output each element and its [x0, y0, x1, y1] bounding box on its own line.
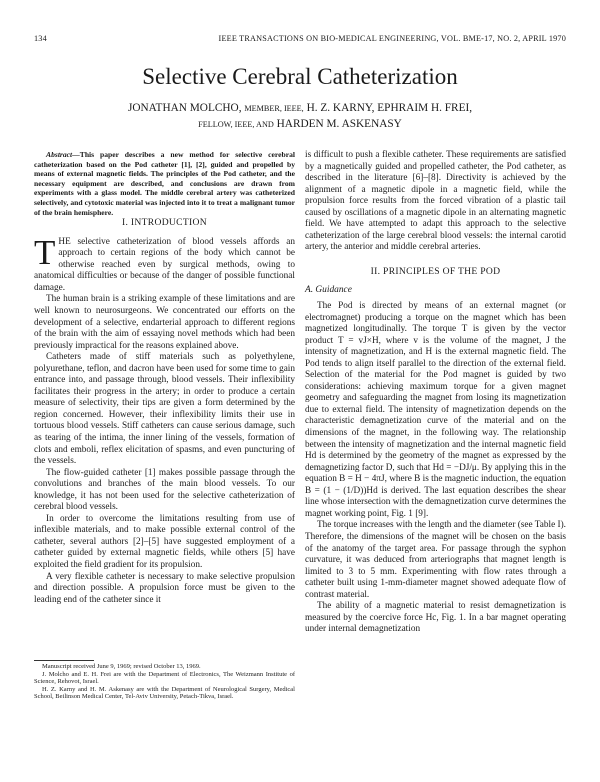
- right-column: [305, 150, 566, 636]
- author-line-2: FELLOW, IEEE, AND HARDEN M. ASKENASY: [198, 117, 402, 130]
- section-heading-introduction: I. INTRODUCTION: [122, 217, 207, 229]
- intro-paragraph-1: THE selective catheterization of blood vessels affords an approach to certain regions of the body which cannot be otherwise reached even by surgical methods, owing to anatomical difficulties or because of the danger of possible functional damage.: [34, 232, 295, 293]
- page-number: 134: [34, 34, 47, 43]
- intro-paragraph-2: The human brain is a striking example of these limitations and are well known to neurosurgeons. We concentrated our efforts on the development of a selective, endarterial approach to different regions of the brain with the aim of essaying novel methods which had been previously impractical for the reasons explained above.: [34, 294, 295, 351]
- running-head: IEEE TRANSACTIONS ON BIO-MEDICAL ENGINEERING, VOL. BME-17, NO. 2, APRIL 1970: [218, 34, 566, 43]
- intro-continuation: is difficult to push a flexible catheter. These requirements are satisfied by a magnetically guided and propelled catheter, the Pod catheter, as described in the literature [6]–[8]. Directivity is achieved by the alignment of a magnetic dipole in a magnetic field, while the propulsion force results from the forced vibration of a plastic tail caused by oscillations of a magnetic dipole in an alternating magnetic field. We have attempted to adapt this approach to the selective catheterization of the large cerebral blood vessels: the internal carotid artery, the anterior and middle cerebral arteries.: [305, 150, 566, 253]
- intro-paragraph-6: A very flexible catheter is necessary to make selective propulsion and direction possible. A propulsion force must be given to the leading end of the catheter since it: [34, 571, 295, 605]
- section-heading-principles: II. PRINCIPLES OF THE POD: [370, 265, 501, 277]
- author-block: [0, 101, 600, 132]
- drop-cap: T: [34, 232, 56, 272]
- footnote-affiliation-1: J. Molcho and E. H. Frei are with the Department of Electronics, The Weizmann Institute of Science, Rehovot, Israel.: [34, 670, 295, 686]
- footnote-affiliation-2: H. Z. Karny and H. M. Askenasy are with the Department of Neurological Surgery, Medical School, Beilinson Medical Center, Tel-Aviv University, Petach-Tikva, Israel.: [34, 685, 295, 701]
- paper-title: Selective Cerebral Catheterization: [142, 64, 458, 89]
- intro-paragraph-5: In order to overcome the limitations resulting from use of inflexible materials, and to make possible external control of the catheter, several authors [2]–[5] have suggested employment of a catheter guided by external magnetic fields, while others [5] have exploited the field gradient for its propulsion.: [34, 513, 295, 571]
- left-column: [34, 150, 295, 606]
- intro-paragraph-3: Catheters made of stiff materials such as polyethylene, polyurethane, teflon, and dacron have been used for some time to gain entrance into, and passage through, blood vessels. Their inflexibility facilitates their progress in the artery; in order to produce a certain measure of selectivity, their tips are given a form determined by the region concerned. However, their inflexibility limits their use in tortuous blood vessels. Stiff catheters can cause serious damage, such as tearing of the intima, the inner lining of the vessels, formation of clots and emboli, reflex elicitation of spasms, and even puncturing of the vessels.: [34, 352, 295, 467]
- guidance-paragraph-2: The torque increases with the length and the diameter (see Table I). Therefore, the dimensions of the magnet will be chosen on the basis of the anatomy of the target area. For passage through the syphon curvature, it was deduced from arteriographs that magnet length is limited to 3 to 5 mm. Experimenting with flow rates through a catheter built using 1-mm-diameter magnet showed adequate flow of contrast material.: [305, 520, 566, 600]
- page-header: [34, 34, 566, 46]
- guidance-paragraph-1: The Pod is directed by means of an external magnet (or electromagnet) producing a torque on the magnet which has been magnetized longitudinally. The torque T is given by the vector product T = vJ×H, where v is the volume of the magnet, J the intensity of magnetization, and H is the external magnetic field. The Pod tends to align itself parallel to the direction of the external field. Selection of the material for the Pod magnet is guided by two considerations: achieving maximum torque for a given magnet geometry and safeguarding the magnet from losing its magnetization due to external field. The intensity of magnetization depends on the characteristic demagnetization curve of the material and on the dimensions of the magnet, in the following way. The relationship between the intensity of magnetization and the internal magnetic field Hd is determined by the geometry of the magnet as expressed by the demagnetizing factor D, such that Hd = −DJ/μ. By applying this in the equation B = H − 4πJ, where B is the magnetic induction, the equation B = (1 − (1/D))Hd is derived. The last equation describes the shear line whose intersection with the demagnetization curve determines the magnet working point, Fig. 1 [9].: [305, 301, 566, 519]
- footnote-rule: [34, 660, 94, 661]
- footnote: [34, 660, 295, 701]
- author-line-1: JONATHAN MOLCHO, MEMBER, IEEE, H. Z. KARNY, EPHRAIM H. FREI,: [127, 102, 473, 114]
- subsection-heading-guidance: A. Guidance: [305, 285, 352, 296]
- footnote-received: Manuscript received June 9, 1969; revised October 13, 1969.: [42, 663, 201, 670]
- intro-paragraph-4: The flow-guided catheter [1] makes possible passage through the convolutions and branches of the main blood vessels. To our knowledge, it has not been used for the selective catheterization of cerebral blood vessels.: [34, 467, 295, 513]
- guidance-paragraph-3: The ability of a magnetic material to resist demagnetization is measured by the coercive force Hc, Fig. 1. In a bar magnet operating under internal demagnetization: [305, 601, 566, 635]
- abstract: Abstract—This paper describes a new method for selective cerebral catheterization based on the Pod catheter [1], [2], guided and propelled by means of external magnetic fields. The principles of the Pod catheter, and the necessary equipment are described, and conclusions are drawn from experiments with a glass model. The middle cerebral artery was catheterized selectively, and cytotoxic material was injected into it to treat a malignant tumor of the brain hemisphere.: [34, 150, 295, 217]
